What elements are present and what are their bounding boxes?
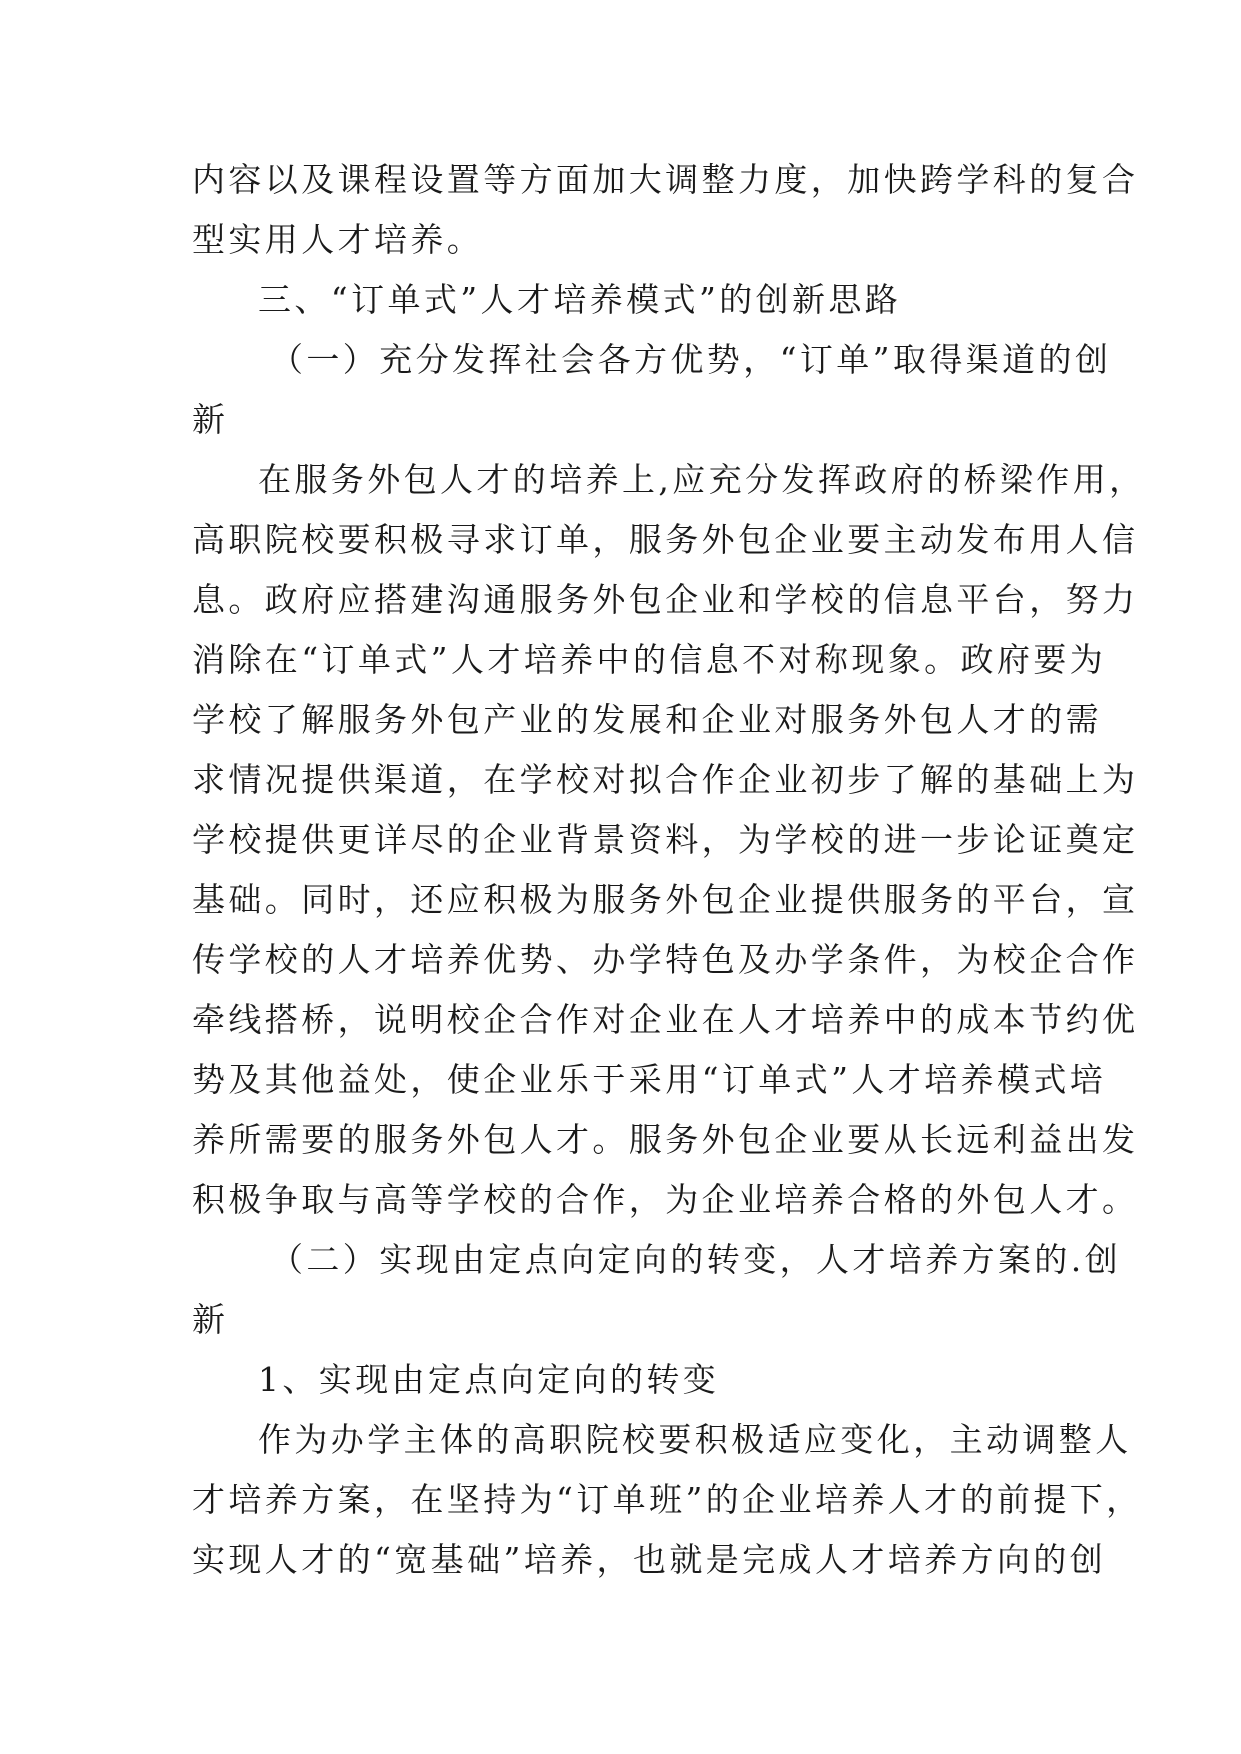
paragraph-line: 息。政府应搭建沟通服务外包企业和学校的信息平台，努力 [192, 580, 1139, 619]
paragraph-line: 型实用人才培养。 [192, 220, 484, 259]
paragraph-line: 消除在“订单式”人才培养中的信息不对称现象。政府要为 [192, 640, 1107, 679]
section-heading: 三、“订单式”人才培养模式”的创新思路 [258, 280, 902, 319]
subsection-heading: （一）充分发挥社会各方优势，“订单”取得渠道的创 [270, 340, 1112, 379]
paragraph-line: 养所需要的服务外包人才。服务外包企业要从长远利益出发 [192, 1120, 1139, 1159]
paragraph-line: 传学校的人才培养优势、办学特色及办学条件，为校企合作 [192, 940, 1139, 979]
paragraph-line: 学校了解服务外包产业的发展和企业对服务外包人才的需 [192, 700, 1102, 739]
paragraph-line: 内容以及课程设置等方面加大调整力度，加快跨学科的复合 [192, 160, 1139, 199]
numbered-heading: 1、实现由定点向定向的转变 [258, 1360, 720, 1399]
subsection-heading-continued: 新 [192, 1300, 229, 1339]
paragraph-line: 才培养方案，在坚持为“订单班”的企业培养人才的前提下， [192, 1480, 1143, 1519]
paragraph-line: 基础。同时，还应积极为服务外包企业提供服务的平台，宣 [192, 880, 1139, 919]
paragraph-line: 求情况提供渠道，在学校对拟合作企业初步了解的基础上为 [192, 760, 1139, 799]
paragraph-line: 作为办学主体的高职院校要积极适应变化，主动调整人 [258, 1420, 1132, 1459]
paragraph-line: 实现人才的“宽基础”培养，也就是完成人才培养方向的创 [192, 1540, 1107, 1579]
paragraph-line: 学校提供更详尽的企业背景资料，为学校的进一步论证奠定 [192, 820, 1139, 859]
paragraph-line: 在服务外包人才的培养上,应充分发挥政府的桥梁作用， [258, 460, 1146, 499]
body-text [192, 150, 1146, 1590]
paragraph-line: 势及其他益处，使企业乐于采用“订单式”人才培养模式培 [192, 1060, 1107, 1099]
subsection-heading: （二）实现由定点向定向的转变，人才培养方案的.创 [270, 1240, 1122, 1279]
paragraph-line: 高职院校要积极寻求订单，服务外包企业要主动发布用人信 [192, 520, 1139, 559]
subsection-heading-continued: 新 [192, 400, 229, 439]
paragraph-line: 积极争取与高等学校的合作，为企业培养合格的外包人才。 [192, 1180, 1139, 1219]
paragraph-line: 牵线搭桥，说明校企合作对企业在人才培养中的成本节约优 [192, 1000, 1139, 1039]
